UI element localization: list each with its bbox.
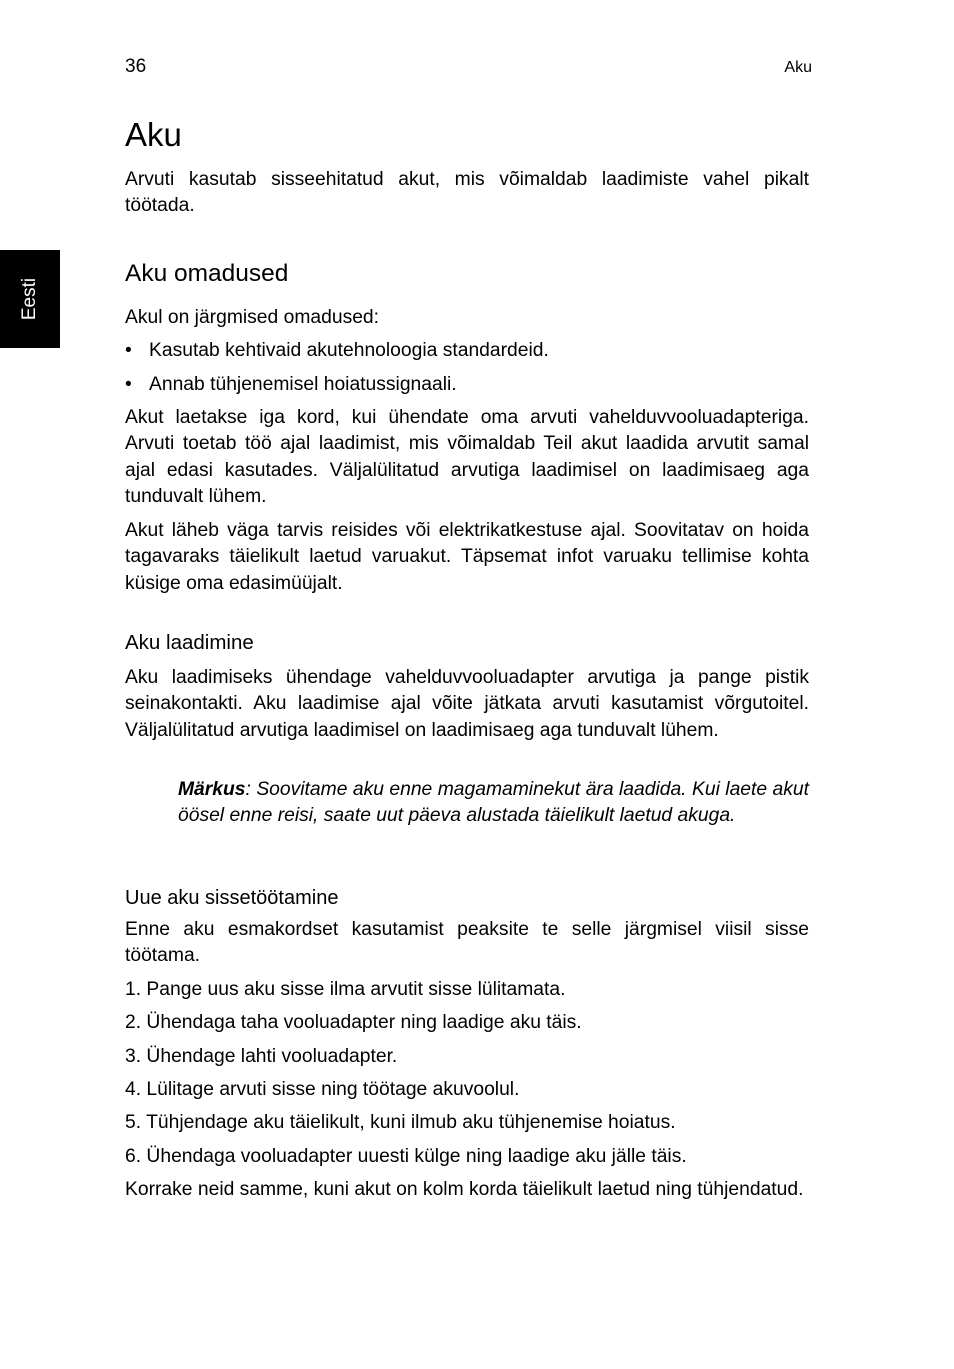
running-header: Aku: [784, 59, 812, 76]
bullet-text: Kasutab kehtivaid akutehnoloogia standardeid.: [149, 340, 549, 361]
paragraph-uus-outro: Korrake neid samme, kuni akut on kolm korda täielikult laetud ning tühjendatud.: [125, 1179, 804, 1200]
bullet-text: Annab tühjenemisel hoiatussignaali.: [149, 374, 457, 395]
step-text: 5. Tühjendage aku täielikult, kuni ilmub aku tühjenemise hoiatus.: [125, 1112, 676, 1133]
subsection-title-aku-laadimine: Aku laadimine: [125, 631, 254, 654]
paragraph-laadimine: Aku laadimiseks ühendage vahelduvvooluadapter arvutiga ja pange pistik seinakontakti. Aku laadimise ajal võite jätkata arvuti kasutamist võrgutoitel. Väljalülitatud arvutiga laadimisel on laadimisaeg aga tunduvalt lühem.: [125, 667, 809, 741]
note-label: Märkus: [178, 779, 246, 800]
step-text: 3. Ühendage lahti vooluadapter.: [125, 1046, 398, 1067]
bullet-icon: •: [125, 340, 132, 361]
section-title-aku: Aku: [125, 116, 182, 153]
step-text: 1. Pange uus aku sisse ilma arvutit sisse lülitamata.: [125, 979, 566, 1000]
step-text: 2. Ühendaga taha vooluadapter ning laadige aku täis.: [125, 1012, 582, 1033]
paragraph-uus-intro: Enne aku esmakordset kasutamist peaksite te selle järgmisel viisil sisse töötama.: [125, 919, 809, 967]
subsection-title-uue-aku: Uue aku sissetöötamine: [125, 887, 339, 909]
language-side-tab-label: Eesti: [19, 277, 40, 321]
bullet-icon: •: [125, 374, 132, 395]
paragraph-omadused-lead: Akul on järgmised omadused:: [125, 307, 380, 328]
paragraph-omadused-charging: Akut laetakse iga kord, kui ühendate oma arvuti vahelduvvooluadapteriga. Arvuti toetab töö ajal laadimist, mis võimaldab Teil akut laadida arvutit samal ajal edasi kasutades. Väljalülitatud arvutiga laadimisel on laadimisaeg aga tunduvalt lühem.: [125, 407, 809, 508]
page-number: 36: [125, 56, 147, 77]
section-title-aku-omadused: Aku omadused: [125, 260, 289, 287]
note-text: : Soovitame aku enne magamaminekut ära laadida. Kui laete akut öösel enne reisi, saate uut päeva alustada täielikult laetud akuga.: [178, 779, 809, 827]
step-text: 6. Ühendaga vooluadapter uuesti külge ning laadige aku jälle täis.: [125, 1146, 687, 1167]
note-block: [178, 777, 809, 830]
paragraph-aku-intro: Arvuti kasutab sisseehitatud akut, mis võimaldab laadimiste vahel pikalt töötada.: [125, 169, 809, 217]
step-text: 4. Lülitage arvuti sisse ning töötage akuvoolul.: [125, 1079, 520, 1100]
paragraph-omadused-spare: Akut läheb väga tarvis reisides või elektrikatkestuse ajal. Soovitatav on hoida tagavaraks täielikult laetud varuakut. Täpsemat infot varuaku tellimise kohta küsige oma edasimüüjalt.: [125, 520, 809, 594]
